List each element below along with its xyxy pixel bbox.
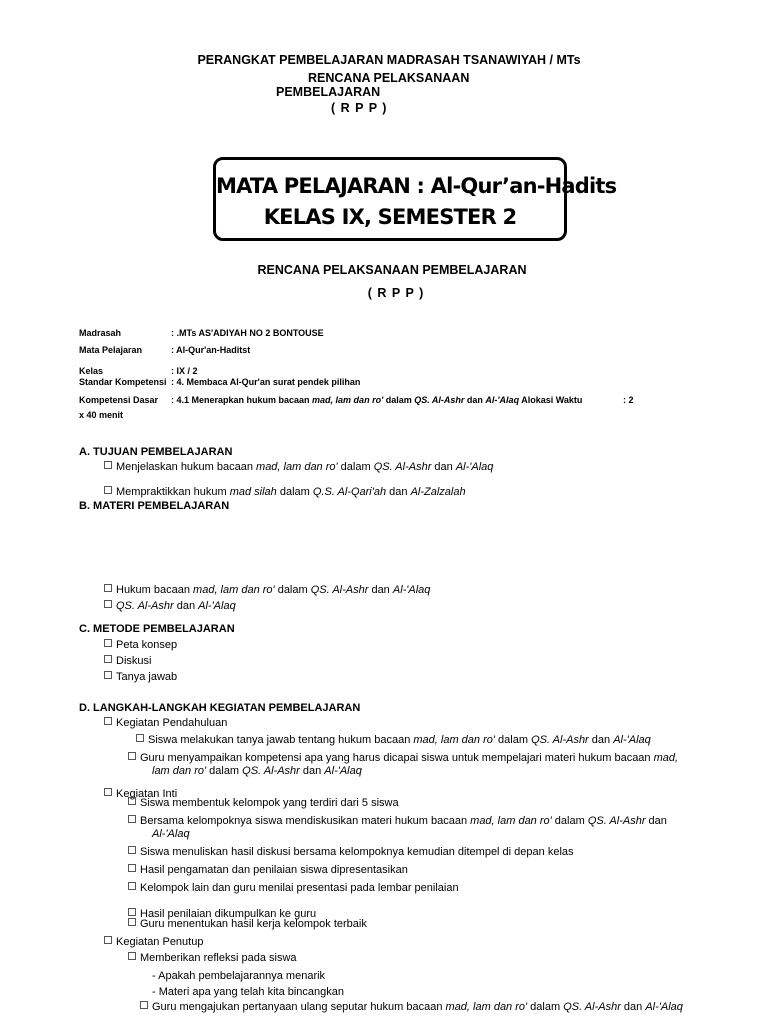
info-value: : 4. Membaca Al-Qur'an surat pendek pilihan bbox=[171, 377, 361, 387]
info-mata-pelajaran bbox=[79, 345, 251, 355]
list-item-cont: lam dan ro' dalam QS. Al-Ashr dan Al-'Alaq bbox=[152, 765, 362, 777]
section-c-title: C. METODE PEMBELAJARAN bbox=[79, 623, 235, 635]
checkbox-icon bbox=[128, 815, 136, 823]
checkbox-icon bbox=[128, 752, 136, 760]
list-subitem: - Apakah pembelajarannya menarik bbox=[152, 970, 326, 982]
info-standar-kompetensi bbox=[79, 377, 361, 387]
document-header-line3: PEMBELAJARAN bbox=[276, 85, 381, 99]
checkbox-icon bbox=[128, 918, 136, 926]
checkbox-icon bbox=[128, 797, 136, 805]
list-item: Kegiatan Inti bbox=[104, 788, 177, 800]
list-item: Memberikan refleksi pada siswa bbox=[128, 952, 297, 964]
list-item: Siswa membentuk kelompok yang terdiri dari 5 siswa bbox=[128, 797, 399, 809]
list-item: Hasil pengamatan dan penilaian siswa dipresentasikan bbox=[128, 864, 408, 876]
info-value: : .MTs AS'ADIYAH NO 2 BONTOUSE bbox=[171, 328, 324, 338]
checkbox-icon bbox=[136, 734, 144, 742]
info-madrasah bbox=[79, 328, 324, 338]
list-item: Hukum bacaan mad, lam dan ro' dalam QS. Al-Ashr dan Al-'Alaq bbox=[104, 584, 430, 596]
list-item: Guru menentukan hasil kerja kelompok terbaik bbox=[128, 918, 367, 930]
list-item: Guru menyampaikan kompetensi apa yang harus dicapai siswa untuk mempelajari materi hukum bacaan mad, bbox=[128, 752, 678, 764]
rpp-title: RENCANA PELAKSANAAN PEMBELAJARAN bbox=[257, 263, 527, 277]
document-header-line4: ( R P P ) bbox=[331, 101, 388, 115]
list-item: Diskusi bbox=[104, 655, 151, 667]
list-item: Kegiatan Penutup bbox=[104, 936, 203, 948]
info-label: Madrasah bbox=[79, 328, 122, 338]
document-header-line1: PERANGKAT PEMBELAJARAN MADRASAH TSANAWIYAH / MTs bbox=[197, 53, 581, 67]
list-item: Menjelaskan hukum bacaan mad, lam dan ro' dalam QS. Al-Ashr dan Al-'Alaq bbox=[104, 461, 493, 473]
checkbox-icon bbox=[128, 882, 136, 890]
section-d-title: D. LANGKAH-LANGKAH KEGIATAN PEMBELAJARAN bbox=[79, 702, 361, 714]
checkbox-icon bbox=[104, 788, 112, 796]
list-item: Peta konsep bbox=[104, 639, 177, 651]
list-item: Hasil penilaian dikumpulkan ke guru bbox=[128, 908, 316, 920]
checkbox-icon bbox=[104, 655, 112, 663]
list-subitem: - Materi apa yang telah kita bincangkan bbox=[152, 986, 345, 998]
info-label: Kelas bbox=[79, 366, 104, 376]
checkbox-icon bbox=[128, 864, 136, 872]
subject-title: MATA PELAJARAN : Al-Qur’an-Hadits bbox=[216, 174, 617, 198]
checkbox-icon bbox=[104, 936, 112, 944]
subject-box bbox=[213, 157, 617, 241]
checkbox-icon bbox=[104, 671, 112, 679]
info-kompetensi-dasar-cont: x 40 menit bbox=[79, 410, 124, 420]
document-header-line2: RENCANA PELAKSANAAN bbox=[308, 71, 470, 85]
list-item: Kelompok lain dan guru menilai presentasi pada lembar penilaian bbox=[128, 882, 459, 894]
list-item: Tanya jawab bbox=[104, 671, 177, 683]
info-value: : 4.1 Menerapkan hukum bacaan mad, lam dan ro' dalam QS. Al-Ashr dan Al-'Alaq Alokasi Waktu bbox=[171, 395, 583, 405]
checkbox-icon bbox=[104, 717, 112, 725]
rpp-subtitle: ( R P P ) bbox=[367, 286, 425, 300]
list-item-cont: Al-'Alaq bbox=[152, 828, 190, 840]
checkbox-icon bbox=[128, 952, 136, 960]
section-b-title: B. MATERI PEMBELAJARAN bbox=[79, 500, 230, 512]
checkbox-icon bbox=[104, 600, 112, 608]
checkbox-icon bbox=[128, 846, 136, 854]
info-value: : IX / 2 bbox=[171, 366, 198, 376]
list-item: Kegiatan Pendahuluan bbox=[104, 717, 227, 729]
checkbox-icon bbox=[104, 639, 112, 647]
checkbox-icon bbox=[104, 584, 112, 592]
list-item: QS. Al-Ashr dan Al-'Alaq bbox=[104, 600, 236, 612]
checkbox-icon bbox=[128, 908, 136, 916]
info-kelas bbox=[79, 366, 198, 376]
info-value-time: : 2 bbox=[623, 395, 634, 405]
list-item: Mempraktikkan hukum mad silah dalam Q.S. Al-Qari'ah dan Al-Zalzalah bbox=[104, 486, 466, 498]
checkbox-icon bbox=[104, 461, 112, 469]
list-item: Siswa melakukan tanya jawab tentang hukum bacaan mad, lam dan ro' dalam QS. Al-Ashr dan Al-'Alaq bbox=[136, 734, 651, 746]
info-label: Kompetensi Dasar bbox=[79, 395, 159, 405]
list-item: Guru mengajukan pertanyaan ulang seputar hukum bacaan mad, lam dan ro' dalam QS. Al-Ashr dan Al-'Alaq bbox=[140, 1001, 683, 1013]
checkbox-icon bbox=[104, 486, 112, 494]
checkbox-icon bbox=[140, 1001, 148, 1009]
list-item: Siswa menuliskan hasil diskusi bersama kelompoknya kemudian ditempel di depan kelas bbox=[128, 846, 574, 858]
info-value: : Al-Qur'an-Haditst bbox=[171, 345, 251, 355]
class-semester: KELAS IX, SEMESTER 2 bbox=[263, 205, 517, 229]
section-a-title: A. TUJUAN PEMBELAJARAN bbox=[79, 446, 233, 458]
info-kompetensi-dasar bbox=[79, 395, 639, 405]
info-label: Standar Kompetensi bbox=[79, 377, 167, 387]
list-item: Bersama kelompoknya siswa mendiskusikan materi hukum bacaan mad, lam dan ro' dalam QS. Al-Ashr dan bbox=[128, 815, 667, 827]
info-label: Mata Pelajaran bbox=[79, 345, 143, 355]
